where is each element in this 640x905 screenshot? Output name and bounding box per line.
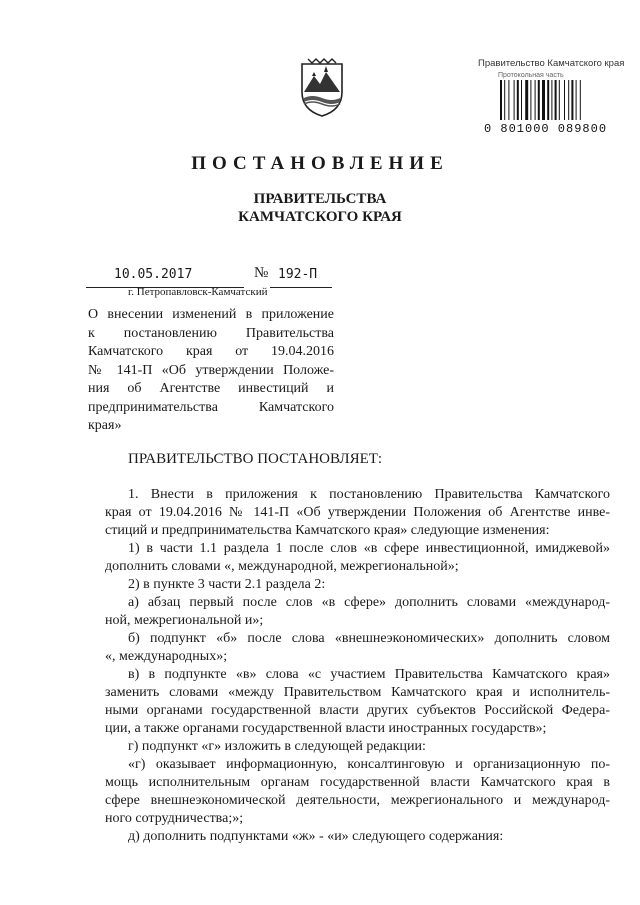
- decree-number: 192-П: [278, 267, 318, 282]
- body-line: 1) в части 1.1 раздела 1 после слов «в сфере инвестиционной, имиджевой»: [128, 541, 610, 556]
- city: г. Петропавловск-Камчатский: [128, 286, 268, 298]
- subject-line: ния об Агентстве инвестиций и: [88, 381, 334, 396]
- body-line: г) подпункт «г» изложить в следующей редакции:: [128, 739, 426, 754]
- body-line: 1. Внести в приложения к постановлению Правительства Камчатского: [128, 487, 610, 502]
- body-line: стиций и предпринимательства Камчатского края» следующие изменения:: [105, 523, 550, 538]
- number-sign: №: [254, 265, 269, 281]
- body-line: «, международных»;: [105, 649, 228, 664]
- subject-line: предпринимательства Камчатского: [88, 399, 334, 415]
- body-line: ной, межрегиональной и»;: [105, 613, 264, 628]
- coat-of-arms-emblem: [298, 58, 346, 118]
- registration-stamp: [470, 50, 630, 140]
- number-line: [270, 267, 332, 288]
- body-line: «г) оказывает информационную, консалтинговую и организационную по-: [128, 757, 610, 772]
- stamp-sub: Протокольная часть: [498, 72, 564, 79]
- subject-line: края»: [88, 418, 122, 433]
- decree-date: 10.05.2017: [114, 267, 193, 282]
- decree-heading: ПРАВИТЕЛЬСТВО ПОСТАНОВЛЯЕТ:: [128, 451, 383, 467]
- issuer-line-2: КАМЧАТСКОГО КРАЯ: [238, 209, 402, 225]
- body-line: мощь исполнительным органам государственной власти Камчатского края в: [105, 775, 610, 790]
- subject-line: к постановлению Правительства: [88, 325, 334, 341]
- subject-block: [88, 306, 334, 436]
- barcode: [500, 80, 628, 124]
- barcode-number: 0 801000 089800: [484, 122, 608, 136]
- body-line: ции, а также органами государственной власти иностранных государств»;: [105, 721, 547, 736]
- document-title: ПОСТАНОВЛЕНИЕ: [191, 153, 449, 174]
- body-line: края от 19.04.2016 № 141-П «Об утверждении Положения об Агентстве инве-: [105, 505, 610, 520]
- body-line: 2) в пункте 3 части 2.1 раздела 2:: [128, 577, 326, 592]
- stamp-org: Правительство Камчатского края: [478, 58, 625, 69]
- subject-line: О внесении изменений в приложение: [88, 307, 334, 322]
- body-line: д) дополнить подпунктами «ж» - «и» следующего содержания:: [128, 829, 504, 844]
- body-line: в) в подпункте «в» слова «с участием Правительства Камчатского края»: [128, 667, 610, 682]
- subject-line: № 141-П «Об утверждении Положе-: [88, 362, 334, 378]
- issuer-line-1: ПРАВИТЕЛЬСТВА: [253, 191, 387, 207]
- body-line: б) подпункт «б» после слова «внешнеэкономических» дополнить словом: [128, 631, 610, 646]
- body-line: а) абзац первый после слов «в сфере» дополнить словами «международ-: [128, 595, 610, 610]
- subject-line: Камчатского края от 19.04.2016: [88, 344, 334, 359]
- body-line: сфере внешнеэкономической деятельности, межрегионального и международ-: [105, 793, 610, 808]
- body-line: ными органами государственной власти других субъектов Российской Федера-: [105, 703, 610, 718]
- body-line: заменить словами «между Правительством Камчатского края и исполнитель-: [105, 685, 610, 700]
- body-line: ного сотрудничества;»;: [105, 811, 244, 826]
- body-line: дополнить словами «, международной, межрегиональной»;: [105, 559, 459, 574]
